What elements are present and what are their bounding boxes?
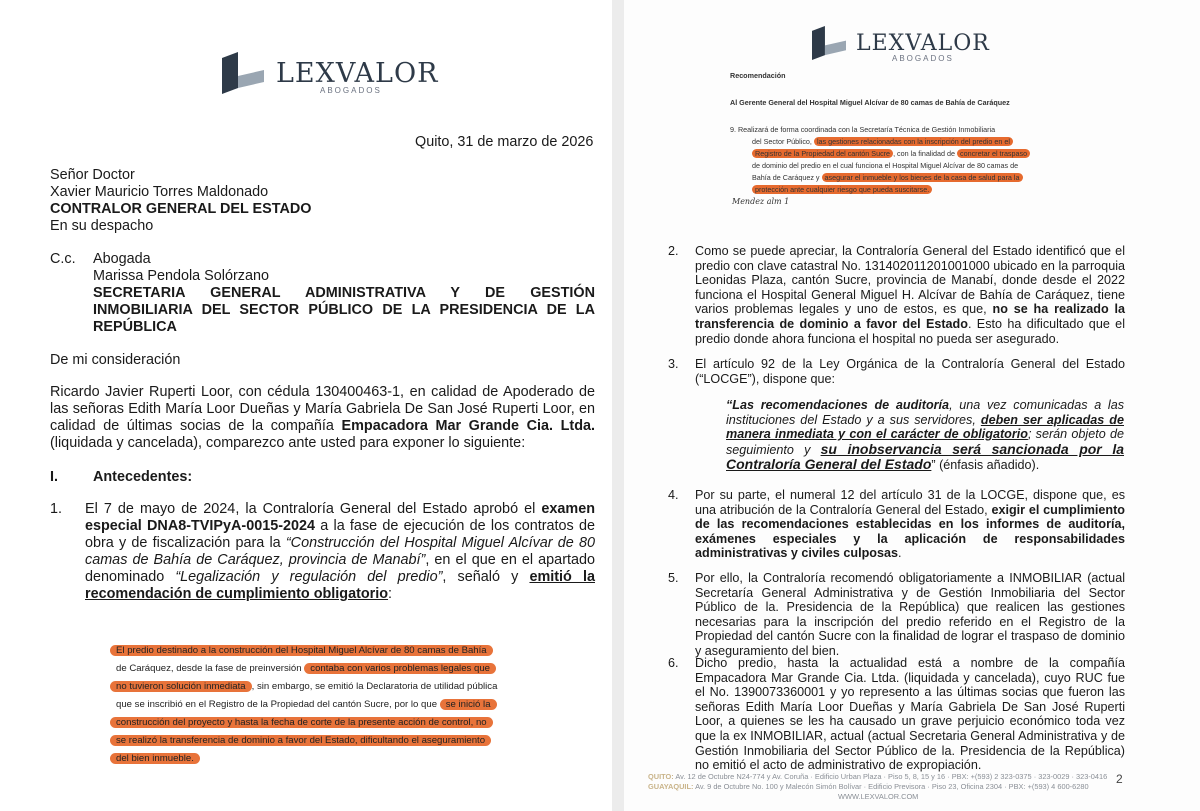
rec-line: del Sector Público, las gestiones relacionadas con la inscripción del predio en el — [730, 136, 1030, 148]
brand-sub: ABOGADOS — [892, 54, 954, 63]
rec-line: 9. Realizará de forma coordinada con la Secretaría Técnica de Gestión Inmobiliaria — [730, 125, 996, 134]
footer-line: GUAYAQUIL: Av. 9 de Octubre No. 100 y Malecón Simón Bolívar · Edificio Previsora · Piso 23, Oficina 2304 · PBX: +(593) 4 600-6280 — [648, 782, 1089, 791]
cc-label: C.c. — [50, 251, 76, 267]
lexvalor-logo-icon — [222, 52, 264, 94]
brand-name: LEXVALOR — [276, 57, 439, 89]
item-3-paragraph: El artículo 92 de la Ley Orgánica de la Contraloría General del Estado (“LOCGE”), dispone que: — [695, 357, 1125, 386]
item-6-paragraph: Dicho predio, hasta la actualidad está a nombre de la compañía Empacadora Mar Grande Cia. Ltda. (liquidada y cancelada), cuyo RUC fue el No. 1390073360001 y yo represento a las últimas socias que fueron las señoras Edith María Loor Dueñas y María Gabriela De San José Ruperti Loor, a quienes se les ha causado un grave perjuicio económico toda vez que la ex INMOBILIAR, actual (actual Secretaria General Administrativa y de Gestión Inmobiliaria del Sector Público de la. Presidencia de la República) no emitió el acto de administrativo de expropiación. — [695, 656, 1125, 773]
cc-org-line-3: REPÚBLICA — [93, 319, 177, 335]
item-4-paragraph: Por su parte, el numeral 12 del artículo 31 de la LOCGE, dispone que, es una atribución de la Contraloría General del Estado, exigir el cumplimiento de las recomendaciones establecidas en los informes de auditoría, exámenes especiales y la aplicación de responsabilidades administrativas y civiles culposas. — [695, 488, 1126, 561]
letter-date: Quito, 31 de marzo de 2026 — [415, 134, 594, 150]
item-1-paragraph: El 7 de mayo de 2024, la Contraloría General del Estado aprobó el examen especial DNA8-TVIPyA-0015-2024 a la fase de ejecución de los contratos de obra y de fiscalización para la “Construcción del Hospital Miguel Alcívar de 80 camas de Bahía de Caráquez, provincia de Manabí”, en el que en el apartado denominado “Legalización y regulación del predio”, señaló y emitió la recomendación de cumplimiento obligatorio: — [85, 501, 596, 602]
recommendation-excerpt — [730, 124, 1030, 208]
footer-line: QUITO: Av. 12 de Octubre N24-774 y Av. Coruña · Edificio Urban Plaza · Piso 5, 8, 15 y 16 · PBX: +(593) 2 323-0375 · 323-0029 · 323-0416 — [648, 772, 1108, 781]
scanned-excerpt — [110, 642, 550, 768]
item-1-number: 1. — [50, 501, 63, 517]
recommendation-addressee: Al Gerente General del Hospital Miguel Alcívar de 80 camas de Bahía de Caráquez — [730, 98, 1010, 107]
section-number: I. — [50, 469, 58, 485]
rec-line: de dominio del predio en el cual funciona el Hospital Miguel Alcívar de 80 camas de — [752, 161, 1019, 170]
recommendation-title: Recomendación — [730, 71, 786, 80]
item-2-number: 2. — [668, 244, 679, 258]
scan-line: se realizó la transferencia de dominio a favor del Estado, dificultando el aseguramiento — [110, 732, 550, 750]
addressee-place: En su despacho — [50, 218, 154, 234]
lexvalor-logo — [812, 26, 990, 63]
intro-paragraph: Ricardo Javier Ruperti Loor, con cédula 130400463-1, en calidad de Apoderado de las señoras Edith María Loor Dueñas y María Gabriela De San José Ruperti Loor, en calidad de últimas socias de la compañía Empacadora Mar Grande Cia. Ltda. (liquidada y cancelada), comparezco ante usted para exponer lo siguiente: — [50, 384, 595, 451]
item-6-number: 6. — [668, 656, 679, 670]
cc-title: Abogada — [93, 251, 151, 267]
item-3-number: 3. — [668, 357, 679, 371]
rec-line: Registro de la Propiedad del cantón Sucre , con la finalidad de concretar el traspaso — [730, 148, 1030, 160]
scan-line: El predio destinado a la construcción del Hospital Miguel Alcívar de 80 camas de Bahía — [110, 642, 550, 660]
scan-line: construcción del proyecto y hasta la fecha de corte de la presente acción de control, no — [110, 714, 550, 732]
brand-sub: ABOGADOS — [320, 86, 382, 95]
item-5-number: 5. — [668, 571, 679, 585]
addressee-title: Señor Doctor — [50, 167, 135, 183]
cc-org-line-1: SECRETARIA GENERAL ADMINISTRATIVA Y DE GESTIÓN — [93, 285, 595, 301]
signature: Mendez alm 1 — [732, 197, 790, 206]
scan-line: no tuvieron solución inmediata , sin embargo, se emitió la Declaratoria de utilidad pública — [110, 678, 550, 696]
greeting: De mi consideración — [50, 352, 181, 368]
letter-page-2 — [624, 0, 1200, 811]
scan-line: de Caráquez, desde la fase de preinversión contaba con varios problemas legales que — [110, 660, 550, 678]
section-title: Antecedentes: — [93, 469, 193, 485]
addressee-name: Xavier Mauricio Torres Maldonado — [50, 184, 269, 200]
rec-line: Bahía de Caráquez y asegurar el inmueble y los bienes de la casa de salud para la — [730, 172, 1030, 184]
footer-website: WWW.LEXVALOR.COM — [838, 792, 919, 801]
addressee-office: CONTRALOR GENERAL DEL ESTADO — [50, 201, 312, 217]
scan-line: que se inscribió en el Registro de la Propiedad del cantón Sucre, por lo que se inició la — [110, 696, 550, 714]
rec-line: protección ante cualquier riesgo que pueda suscitarse. — [730, 184, 1030, 196]
page-gutter — [612, 0, 624, 811]
lexvalor-logo — [222, 52, 438, 94]
item-4-number: 4. — [668, 488, 679, 502]
item-5-paragraph: Por ello, la Contraloría recomendó obligatoriamente a INMOBILIAR (actual Secretaría General Administrativa y de Gestión Inmobiliaria del Sector Público de la. Presidencia de la República) que realicen las gestiones necesarias para la inscripción del predio referido en el Registro de la Propiedad del cantón Sucre con la finalidad de lograr el traspaso de dominio y aseguramiento del bien. — [695, 571, 1125, 658]
page-footer — [648, 772, 1107, 802]
brand-name: LEXVALOR — [856, 30, 990, 56]
page-number: 2 — [1116, 772, 1123, 786]
lexvalor-logo-icon — [812, 26, 846, 60]
cc-name: Marissa Pendola Solórzano — [93, 268, 269, 284]
quoted-article: “Las recomendaciones de auditoría, una vez comunicadas a las instituciones del Estado y a sus servidores, deben ser aplicadas de manera inmediata y con el carácter de obligatorio; serán objeto de seguimiento y su inobservancia será sancionada por la Contraloría General del Estado” (énfasis añadido). — [726, 398, 1125, 473]
item-2-paragraph: Como se puede apreciar, la Contraloría General del Estado identificó que el predio con clave catastral No. 131402011201001000 ubicado en la parroquia Leonidas Plaza, cantón Sucre, provincia de Manabí, donde desde el 2022 funciona el Hospital General Miguel H. Alcívar de Bahía de Caráquez, tiene varios problemas legales y uno de estos, es que, no se ha realizado la transferencia de dominio a favor del Estado. Esto ha dificultado que el predio donde ahora funciona el hospital no pueda ser asegurado. — [695, 244, 1126, 346]
scan-line: del bien inmueble. — [110, 750, 550, 768]
cc-org-line-2: INMOBILIARIA DEL SECTOR PÚBLICO DE LA PRESIDENCIA DE LA — [93, 302, 595, 318]
